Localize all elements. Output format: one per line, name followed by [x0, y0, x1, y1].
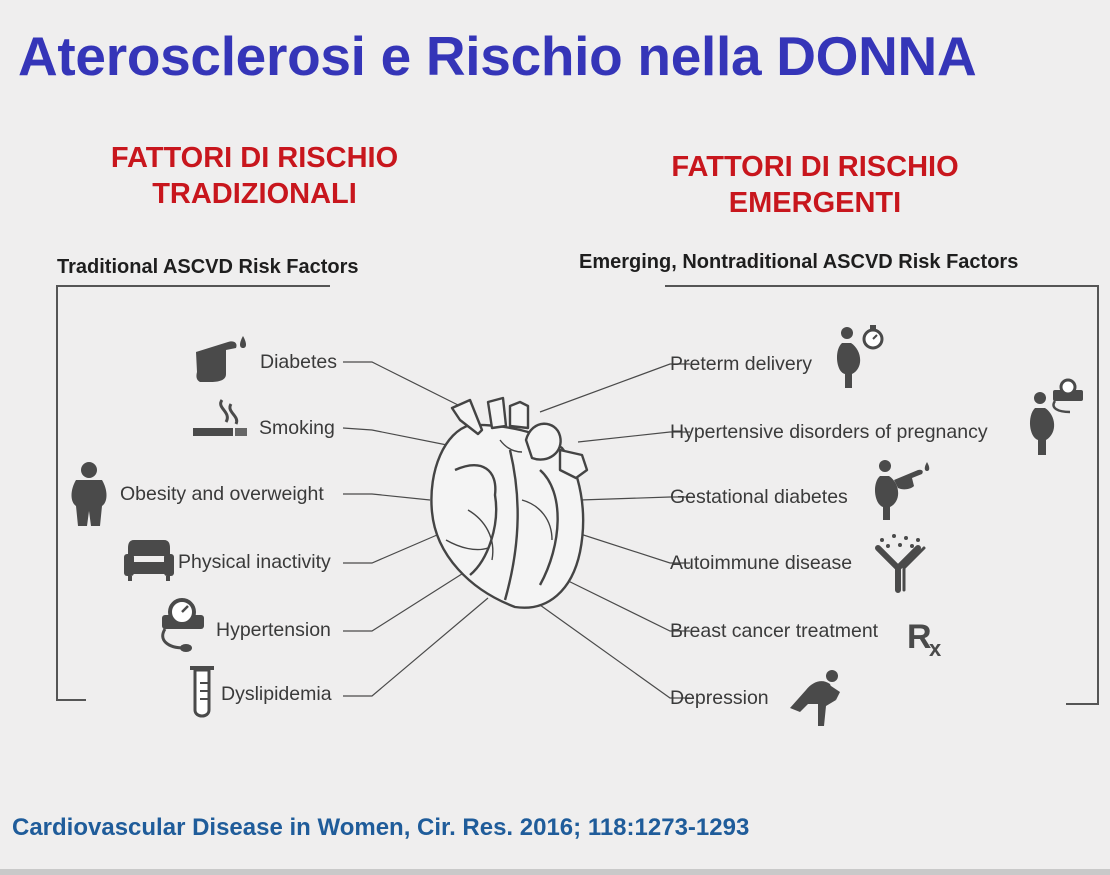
connector-dyslipidemia — [343, 598, 488, 696]
emerging-heading-en: Emerging, Nontraditional ASCVD Risk Factors — [579, 251, 1019, 273]
connector-smoking — [343, 428, 452, 446]
slide-title: Aterosclerosi e Rischio nella DONNA — [18, 25, 977, 87]
traditional-label-dyslipidemia: Dyslipidemia — [221, 683, 332, 705]
connector-diabetes — [343, 362, 458, 405]
test-tube-icon — [190, 666, 214, 716]
pregnant-woman-finger-prick-icon — [875, 460, 929, 520]
traditional-label-hypertension: Hypertension — [216, 619, 331, 641]
blood-pressure-monitor-icon — [162, 600, 204, 652]
rx-icon: R — [907, 618, 932, 656]
traditional-heading-it-line-1: FATTORI DI RISCHIO — [110, 142, 399, 174]
emerging-heading-it-line-1: FATTORI DI RISCHIO — [671, 151, 959, 183]
connector-hypertension — [343, 572, 465, 631]
traditional-heading-it-line-2: TRADIZIONALI — [152, 178, 357, 210]
emerging-label-hypertensive-disorders: Hypertensive disorders of pregnancy — [670, 421, 988, 443]
overweight-person-icon — [72, 462, 107, 526]
emerging-label-breast-cancer: Breast cancer treatment — [670, 620, 879, 642]
connector-inactivity — [343, 535, 437, 563]
traditional-label-inactivity: Physical inactivity — [178, 551, 331, 573]
pregnant-woman-bp-monitor-icon — [1030, 380, 1083, 455]
connector-depression — [533, 600, 690, 698]
svg-text:x: x — [929, 636, 942, 661]
cigarette-icon — [193, 400, 247, 436]
antibody-icon — [878, 534, 924, 590]
emerging-label-depression: Depression — [670, 687, 769, 709]
traditional-label-obesity: Obesity and overweight — [120, 483, 324, 505]
bottom-bar — [0, 869, 1110, 875]
connector-obesity — [343, 494, 430, 500]
traditional-label-diabetes: Diabetes — [260, 351, 337, 373]
armchair-icon — [124, 540, 174, 581]
anatomical-heart-icon — [431, 398, 587, 608]
citation: Cardiovascular Disease in Women, Cir. Res. 2016; 118:1273-1293 — [12, 814, 750, 841]
emerging-label-gestational-diabetes: Gestational diabetes — [670, 486, 848, 508]
sad-person-sitting-icon — [790, 670, 840, 726]
connector-preterm — [540, 364, 690, 412]
connector-breast-cancer — [550, 572, 690, 631]
emerging-label-autoimmune: Autoimmune disease — [670, 552, 853, 574]
emerging-label-preterm: Preterm delivery — [670, 353, 812, 375]
finger-prick-icon — [196, 336, 246, 382]
traditional-label-smoking: Smoking — [259, 417, 335, 439]
emerging-heading-it-line-2: EMERGENTI — [728, 187, 902, 219]
pregnant-woman-stopwatch-icon — [837, 325, 882, 388]
traditional-heading-en: Traditional ASCVD Risk Factors — [57, 256, 359, 278]
